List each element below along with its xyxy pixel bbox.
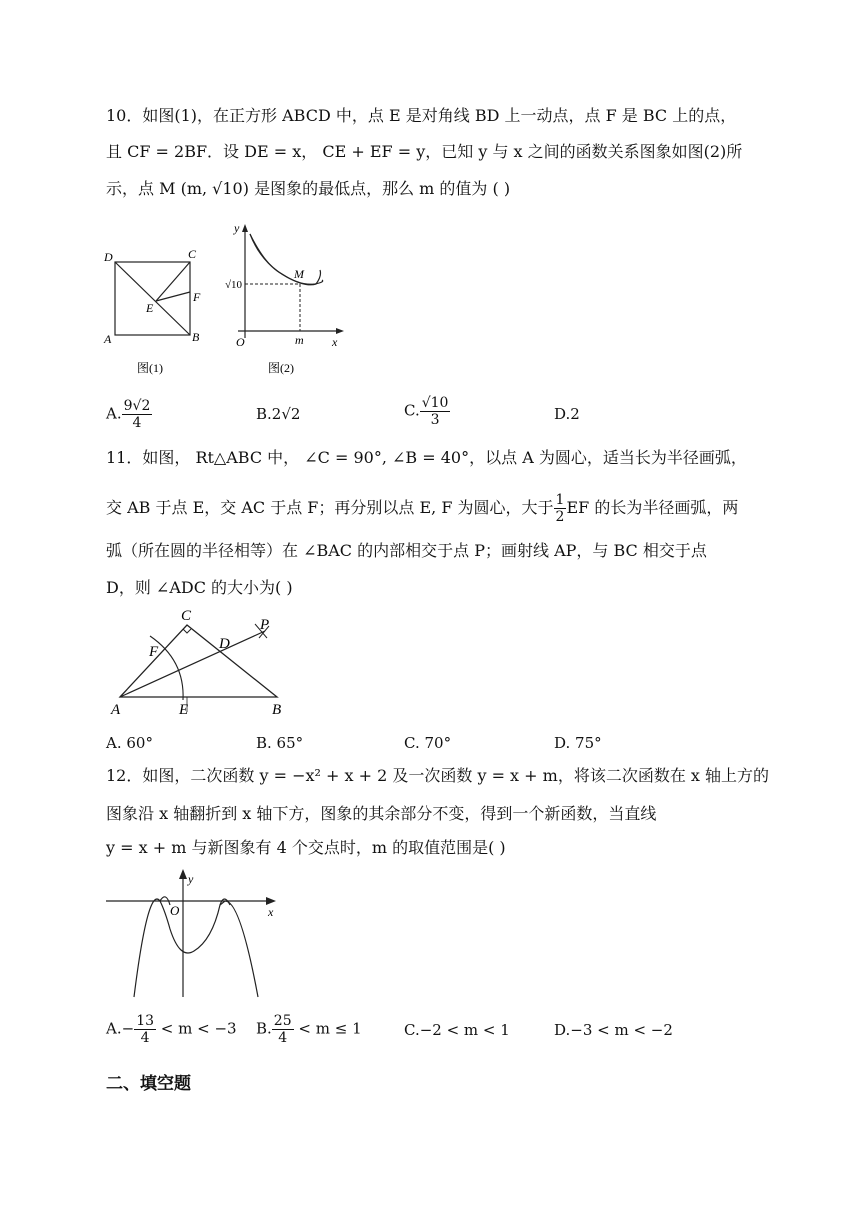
section-title: 二、填空题 [106, 1074, 191, 1094]
q12-figure [100, 865, 285, 1000]
q12-line2: 图象沿 x 轴翻折到 x 轴下方，图象的其余部分不变，得到一个新函数，当直线 [106, 804, 657, 823]
q11-line4: D，则 ∠ADC 的大小为( ) [106, 578, 293, 597]
q10-line3-b: 是图象的最低点，那么 m 的值为 ( ) [254, 179, 511, 198]
q12-label-x: x [268, 905, 274, 919]
q10-option-a-fraction: $\frac{9√2}{4}$ [123, 398, 151, 431]
q11-line2: 交 AB 于点 E，交 AC 于点 F；再分别以点 E, F 为圆心，大于 $\frac{1}{2}$ EF 的长为半径画弧，两 [106, 492, 739, 525]
fig1-label-b: B [192, 330, 200, 344]
q11-figure [105, 600, 300, 725]
fig2-label-m: m [295, 333, 304, 347]
q10-line3 [106, 179, 510, 199]
q11-label-b: B [272, 702, 282, 718]
fig1-label-e: E [146, 301, 154, 315]
q10-figure-2 [220, 220, 350, 380]
q11-label-p: P [260, 617, 270, 633]
q11-label-f: F [149, 644, 159, 660]
q10-line1: 10．如图(1)，在正方形 ABCD 中，点 E 是对角线 BD 上一动点，点 F 是 BC 上的点， [106, 106, 737, 125]
q12-label-o: O [170, 903, 180, 918]
q11-label-a: A [111, 702, 121, 718]
q11-line3: 弧（所在圆的半径相等）在 ∠BAC 的内部相交于点 P；画射线 AP，与 BC 相交于点 [106, 541, 707, 560]
q11-label-e: E [179, 702, 189, 718]
q10-line2: 且 CF = 2BF．设 DE = x， CE + EF = y，已知 y 与 x 之间的函数关系图象如图(2)所 [106, 142, 743, 161]
q12-option-c: C.−2 < m < 1 [404, 1021, 510, 1039]
q12-option-a: A.− $\frac{13}{4}$ < m < −3 [106, 1013, 237, 1046]
fig1-label-c: C [188, 247, 197, 261]
q12-option-b: B. $\frac{25}{4}$ < m ≤ 1 [256, 1013, 362, 1046]
fig1-label-f: F [193, 290, 201, 304]
q12-option-a-fraction: $\frac{13}{4}$ [136, 1013, 155, 1046]
q12-label-y: y [188, 872, 194, 886]
q10-option-b: B.2√2 [256, 405, 301, 423]
q11-option-d: D. 75° [554, 734, 602, 752]
q10-option-d: D.2 [554, 405, 580, 423]
q10-option-a: A. $\frac{9√2}{4}$ [106, 398, 151, 431]
fig2-label-x: x [332, 335, 338, 349]
q11-option-c: C. 70° [404, 734, 452, 752]
q11-label-c: C [181, 608, 192, 624]
q12-line3: y = x + m 与新图象有 4 个交点时，m 的取值范围是( ) [106, 838, 506, 857]
q10-option-c-fraction: $\frac{√10}{3}$ [421, 395, 449, 428]
q10-point-m: (m, √10) [180, 179, 249, 198]
q10-figure-1 [100, 240, 210, 380]
fig2-label-sqrt10: √10 [225, 279, 243, 291]
fig2-label-o: O [236, 335, 245, 349]
q12-option-d: D.−3 < m < −2 [554, 1021, 673, 1039]
fig1-label-a: A [104, 332, 112, 346]
fig1-caption: 图(1) [137, 361, 163, 375]
fig2-label-m-point: M [294, 267, 304, 281]
fig1-label-d: D [104, 250, 113, 264]
fig2-caption: 图(2) [268, 361, 294, 375]
q12-option-b-fraction: $\frac{25}{4}$ [273, 1013, 292, 1046]
q12-line1: 12．如图，二次函数 y = −x² + x + 2 及一次函数 y = x + m，将该二次函数在 x 轴上方的 [106, 766, 770, 785]
q11-half-fraction: $\frac{1}{2}$ [555, 492, 565, 525]
q10-option-c: C. $\frac{√10}{3}$ [404, 395, 449, 428]
q11-option-b: B. 65° [256, 734, 304, 752]
fig2-label-y: y [234, 221, 240, 235]
q11-option-a: A. 60° [106, 734, 153, 752]
q11-label-d: D [219, 636, 230, 652]
q11-line1: 11．如图， Rt△ABC 中， ∠C = 90°, ∠B = 40°，以点 A 为圆心，适当长为半径画弧， [106, 448, 747, 467]
q10-line3-a: 示，点 M [106, 179, 176, 198]
